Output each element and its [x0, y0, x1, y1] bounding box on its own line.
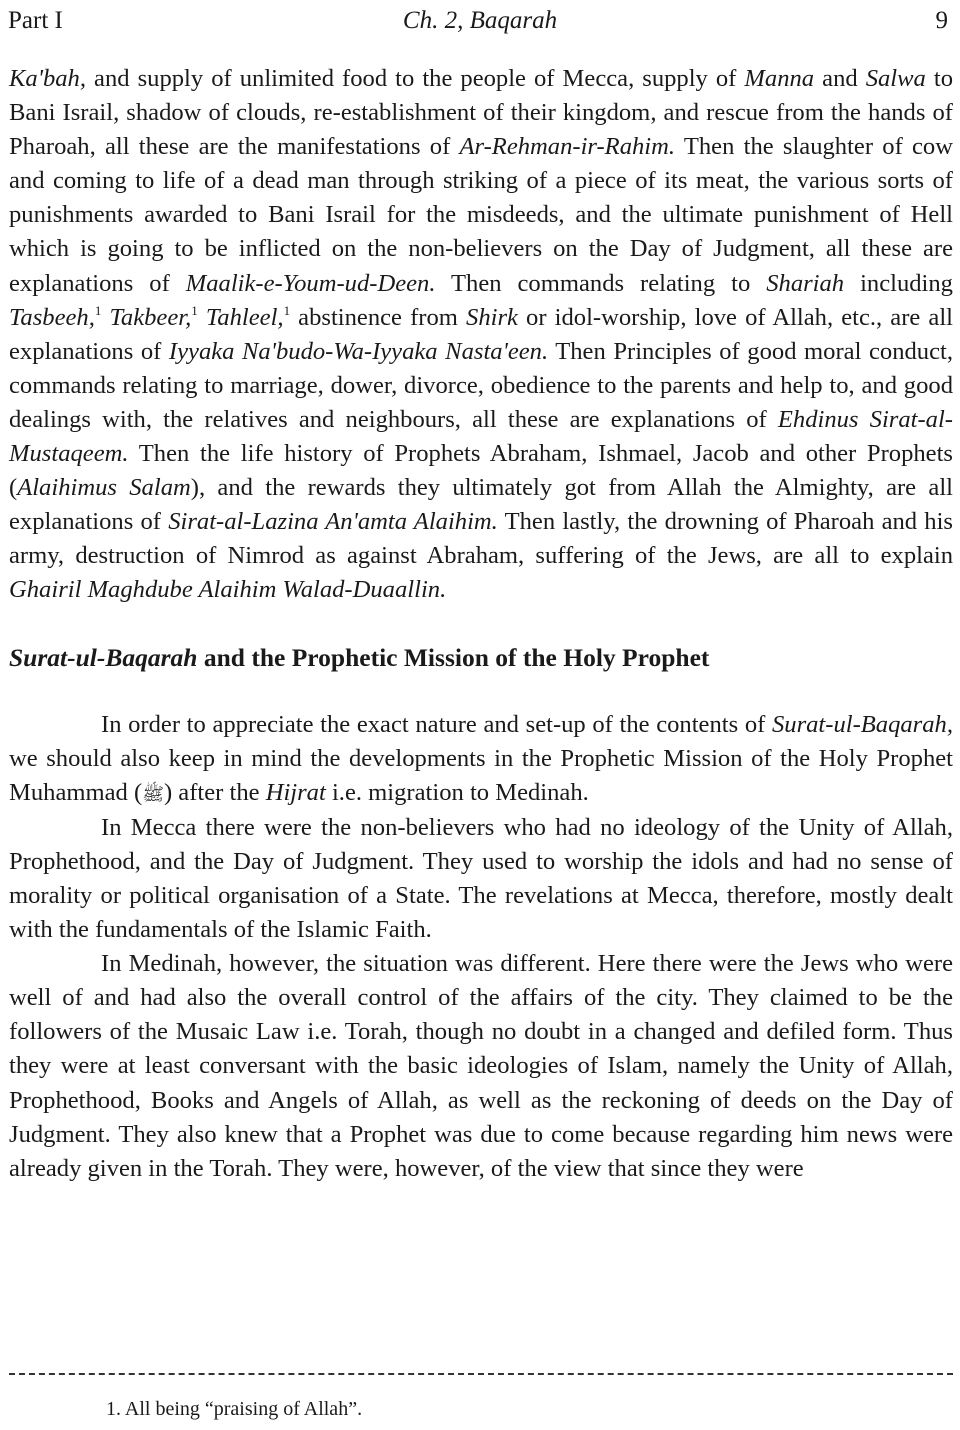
salutation-glyph: ﷺ [142, 783, 164, 804]
running-header [0, 6, 960, 36]
paragraph-3: In Mecca there were the non-believers who had no ideology of the Unity of Allah, Prophethood, and the Day of Judgment. They used to worship the idols and had no sense of morality or political organisation of a State. The revelations at Mecca, therefore, mostly dealt with the fundamentals of the Islamic Faith. [9, 813, 953, 944]
paragraph-4: In Medinah, however, the situation was different. Here there were the Jews who were well of and had also the overall control of the affairs of the city. They claimed to be the followers of the Musaic Law i.e. Torah, though no doubt in a changed and defiled form. Thus they were at least conversant with the basic ideologies of Islam, namely the Unity of Allah, Prophethood, Books and Angels of Allah, as well as the reckoning of deeds on the Day of Judgment. They also knew that a Prophet was due to come because regarding him news were already given in the Torah. They were, however, of the view that since they were [9, 950, 953, 1182]
paragraph-2: In order to appreciate the exact nature and set-up of the contents of Surat-ul-Baqarah, we should also keep in mind the developments in the Prophetic Mission of the Holy Prophet Muhammad (ﷺ) after the Hijrat i.e. migration to Medinah. [9, 710, 953, 806]
body-text [9, 62, 953, 1186]
footnote: 1. All being “praising of Allah”. [106, 1398, 363, 1420]
footnote-ref: 1 [191, 302, 198, 318]
chapter-title: Ch. 2, Baqarah [402, 7, 558, 34]
paragraph-1: Ka'bah, and supply of unlimited food to the people of Mecca, supply of Manna and Salwa to Bani Israil, shadow of clouds, re-establishment of their kingdom, and rescue from the hands of Pharoah, all these are the manifestations of Ar-Rehman-ir-Rahim. Then the slaughter of cow and coming to life of a dead man through striking of a piece of its meat, the various sorts of punishments awarded to Bani Israil for the misdeeds, and the ultimate punishment of Hell which is going to be inflicted on the non-believers on the Day of Judgment, all these are explanations of Maalik-e-Youm-ud-Deen. Then commands relating to Shariah including Tasbeeh,$^1$ Takbeer,$^1$ Tahleel,$^1$ abstinence from Shirk or idol-worship, love of Allah, etc., are all explanations of Iyyaka Na'budo-Wa-Iyyaka Nasta'een. Then Principles of good moral conduct, commands relating to marriage, dower, divorce, obedience to the parents and help to, and good dealings with, the relatives and neighbours, all these are explanations of Ehdinus Sirat-al-Mustaqeem. Then the life history of Prophets Abraham, Ishmael, Jacob and other Prophets (Alaihimus Salam), and the rewards they ultimately got from Allah the Almighty, are all explanations of Sirat-al-Lazina An'amta Alaihim. Then lastly, the drowning of Pharoah and his army, destruction of Nimrod as against Abraham, suffering of the Jews, are all to explain Ghairil Maghdube Alaihim Walad-Duaallin. [9, 65, 954, 604]
page-number: 9 [935, 7, 948, 34]
part-label: Part I [8, 7, 63, 34]
section-heading: Surat-ul-Baqarah and the Prophetic Mission of the Holy Prophet [9, 642, 710, 672]
footnote-ref: 1 [283, 302, 291, 318]
footnote-ref: 1 [94, 302, 102, 318]
footnote-separator [9, 1373, 953, 1375]
